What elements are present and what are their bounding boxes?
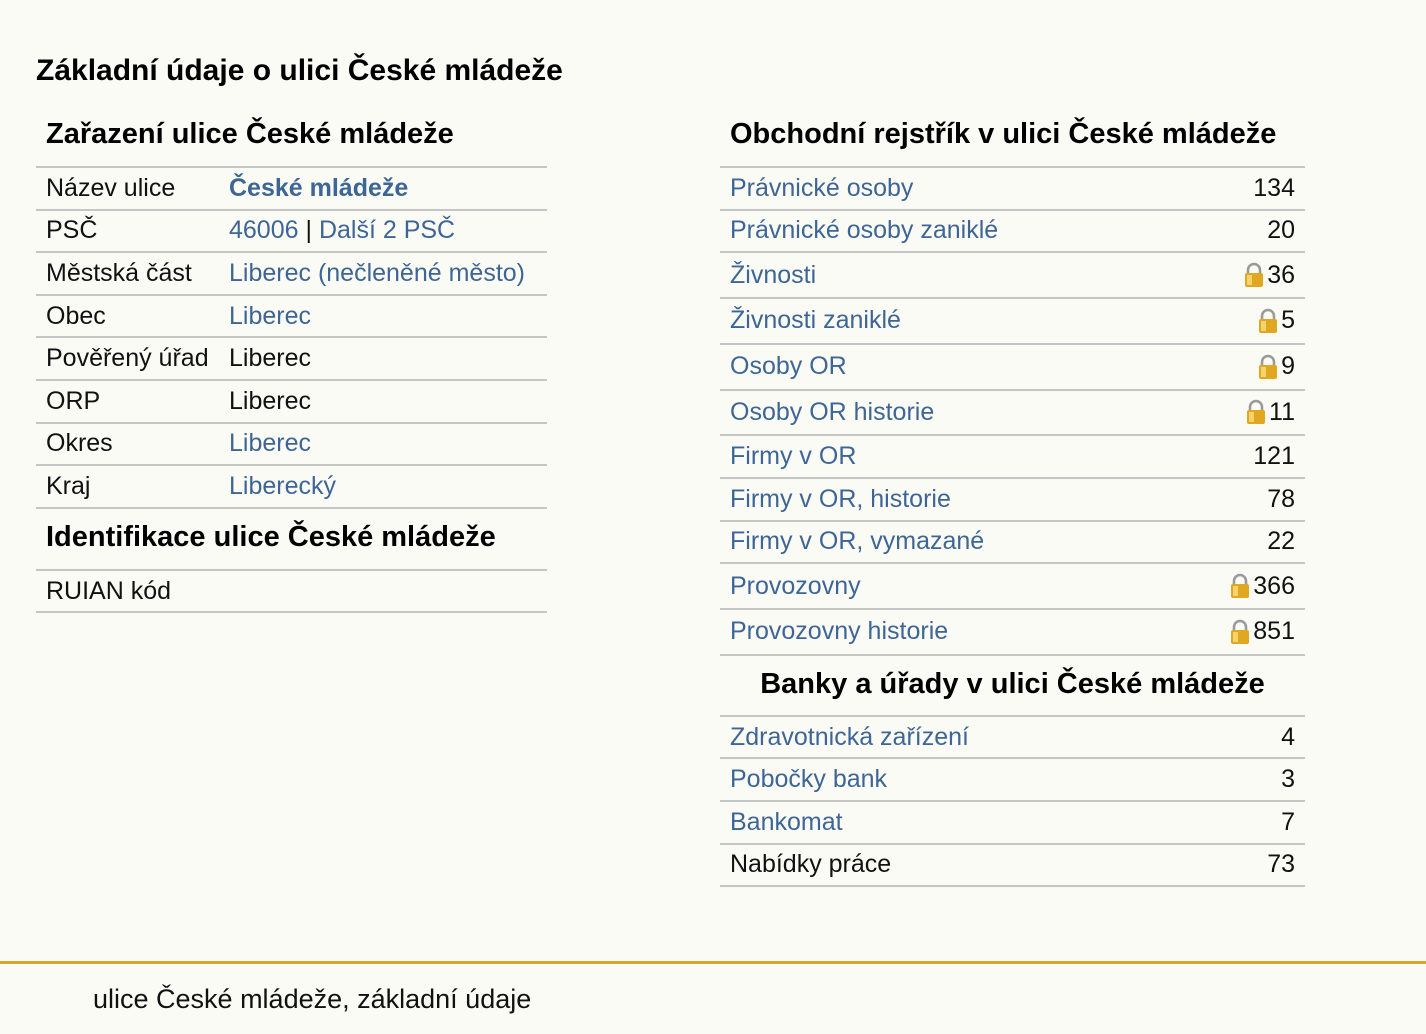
item-label[interactable]: Zdravotnická zařízení xyxy=(730,722,969,751)
row-municipality xyxy=(36,296,547,339)
list-item xyxy=(720,479,1305,522)
item-count-wrap xyxy=(1257,306,1295,335)
list-item xyxy=(720,211,1305,254)
list-item xyxy=(720,759,1305,802)
item-count: 366 xyxy=(1253,571,1295,600)
list-item xyxy=(720,299,1305,345)
row-ruian xyxy=(36,571,547,614)
list-item xyxy=(720,564,1305,610)
page-title: Základní údaje o ulici České mládeže xyxy=(36,54,563,87)
list-item xyxy=(720,436,1305,479)
item-label[interactable]: Firmy v OR xyxy=(730,442,857,471)
psc-link[interactable]: 46006 xyxy=(229,216,299,245)
row-label: Název ulice xyxy=(46,173,176,202)
list-item xyxy=(720,522,1305,565)
row-label: Pověřený úřad xyxy=(46,344,209,373)
rejstrik-heading: Obchodní rejstřík v ulici České mládeže xyxy=(720,112,1305,168)
row-label: RUIAN kód xyxy=(46,576,172,605)
list-item xyxy=(720,168,1305,211)
item-count: 5 xyxy=(1281,306,1295,335)
row-label: ORP xyxy=(46,386,101,415)
item-label[interactable]: Pobočky bank xyxy=(730,765,888,794)
row-label: Městská část xyxy=(46,258,192,287)
item-count: 4 xyxy=(1281,722,1295,751)
lock-icon xyxy=(1257,308,1279,334)
item-label[interactable]: Bankomat xyxy=(730,807,843,836)
business-register-panel xyxy=(720,112,1305,887)
row-label: Kraj xyxy=(46,471,91,500)
row-orp xyxy=(36,381,547,424)
item-count-wrap xyxy=(1267,216,1295,245)
row-street-name xyxy=(36,168,547,211)
item-label[interactable]: Živnosti xyxy=(730,260,817,289)
street-name-link[interactable]: České mládeže xyxy=(229,173,409,202)
identifikace-heading: Identifikace ulice České mládeže xyxy=(36,509,547,571)
row-label: PSČ xyxy=(46,216,98,245)
municipality-link[interactable]: Liberec xyxy=(229,301,311,330)
item-count-wrap xyxy=(1281,808,1295,837)
item-label[interactable]: Právnické osoby xyxy=(730,173,914,202)
footer-divider xyxy=(0,961,1426,964)
item-count-wrap xyxy=(1229,617,1295,646)
row-label: Obec xyxy=(46,301,106,330)
row-authorized-office xyxy=(36,338,547,381)
authorized-office-value: Liberec xyxy=(229,344,311,373)
item-label[interactable]: Firmy v OR, vymazané xyxy=(730,527,985,556)
row-district xyxy=(36,253,547,296)
item-count-wrap xyxy=(1257,352,1295,381)
row-psc xyxy=(36,211,547,254)
item-count-wrap xyxy=(1229,572,1295,601)
item-count-wrap xyxy=(1281,765,1295,794)
item-count: 851 xyxy=(1253,617,1295,646)
banky-heading: Banky a úřady v ulici České mládeže xyxy=(720,656,1305,717)
row-region xyxy=(36,466,547,509)
list-item xyxy=(720,253,1305,299)
lock-icon xyxy=(1229,619,1251,645)
item-label: Nabídky práce xyxy=(730,850,892,879)
region-link[interactable]: Liberecký xyxy=(229,471,336,500)
item-count-wrap xyxy=(1253,442,1295,471)
rejstrik-list xyxy=(720,168,1305,656)
item-count-wrap xyxy=(1245,398,1295,427)
item-label[interactable]: Osoby OR xyxy=(730,352,847,381)
item-count: 3 xyxy=(1281,765,1295,794)
item-label[interactable]: Provozovny historie xyxy=(730,617,949,646)
item-count-wrap xyxy=(1267,485,1295,514)
item-count: 134 xyxy=(1253,173,1295,202)
item-count-wrap xyxy=(1281,723,1295,752)
list-item xyxy=(720,717,1305,760)
orp-value: Liberec xyxy=(229,386,311,415)
county-link[interactable]: Liberec xyxy=(229,429,311,458)
row-label: Okres xyxy=(46,429,113,458)
street-classification-panel xyxy=(36,112,547,613)
district-link[interactable]: Liberec (nečleněné město) xyxy=(229,258,525,287)
lock-icon xyxy=(1257,354,1279,380)
list-item xyxy=(720,345,1305,391)
item-count: 7 xyxy=(1281,807,1295,836)
item-count-wrap xyxy=(1243,261,1295,290)
more-psc-link[interactable]: Další 2 PSČ xyxy=(318,216,456,245)
psc-separator: | xyxy=(305,216,312,245)
list-item xyxy=(720,802,1305,845)
row-county xyxy=(36,424,547,467)
item-count: 22 xyxy=(1267,527,1295,556)
item-count: 11 xyxy=(1269,397,1295,426)
item-count: 121 xyxy=(1253,442,1295,471)
item-count-wrap xyxy=(1267,527,1295,556)
item-label[interactable]: Provozovny xyxy=(730,571,861,600)
list-item xyxy=(720,845,1305,888)
item-count-wrap xyxy=(1253,174,1295,203)
banky-list xyxy=(720,717,1305,887)
item-count: 78 xyxy=(1267,484,1295,513)
item-label[interactable]: Právnické osoby zaniklé xyxy=(730,216,999,245)
zarazeni-heading: Zařazení ulice České mládeže xyxy=(36,112,547,168)
item-count: 36 xyxy=(1267,260,1295,289)
footer-text: ulice České mládeže, základní údaje xyxy=(93,984,532,1014)
lock-icon xyxy=(1245,399,1267,425)
item-label[interactable]: Firmy v OR, historie xyxy=(730,484,951,513)
item-count: 9 xyxy=(1281,352,1295,381)
lock-icon xyxy=(1229,573,1251,599)
item-count: 73 xyxy=(1267,850,1295,879)
list-item xyxy=(720,391,1305,437)
item-count-wrap xyxy=(1267,850,1295,879)
list-item xyxy=(720,610,1305,656)
lock-icon xyxy=(1243,262,1265,288)
item-count: 20 xyxy=(1267,216,1295,245)
item-label[interactable]: Živnosti zaniklé xyxy=(730,306,901,335)
item-label[interactable]: Osoby OR historie xyxy=(730,397,935,426)
